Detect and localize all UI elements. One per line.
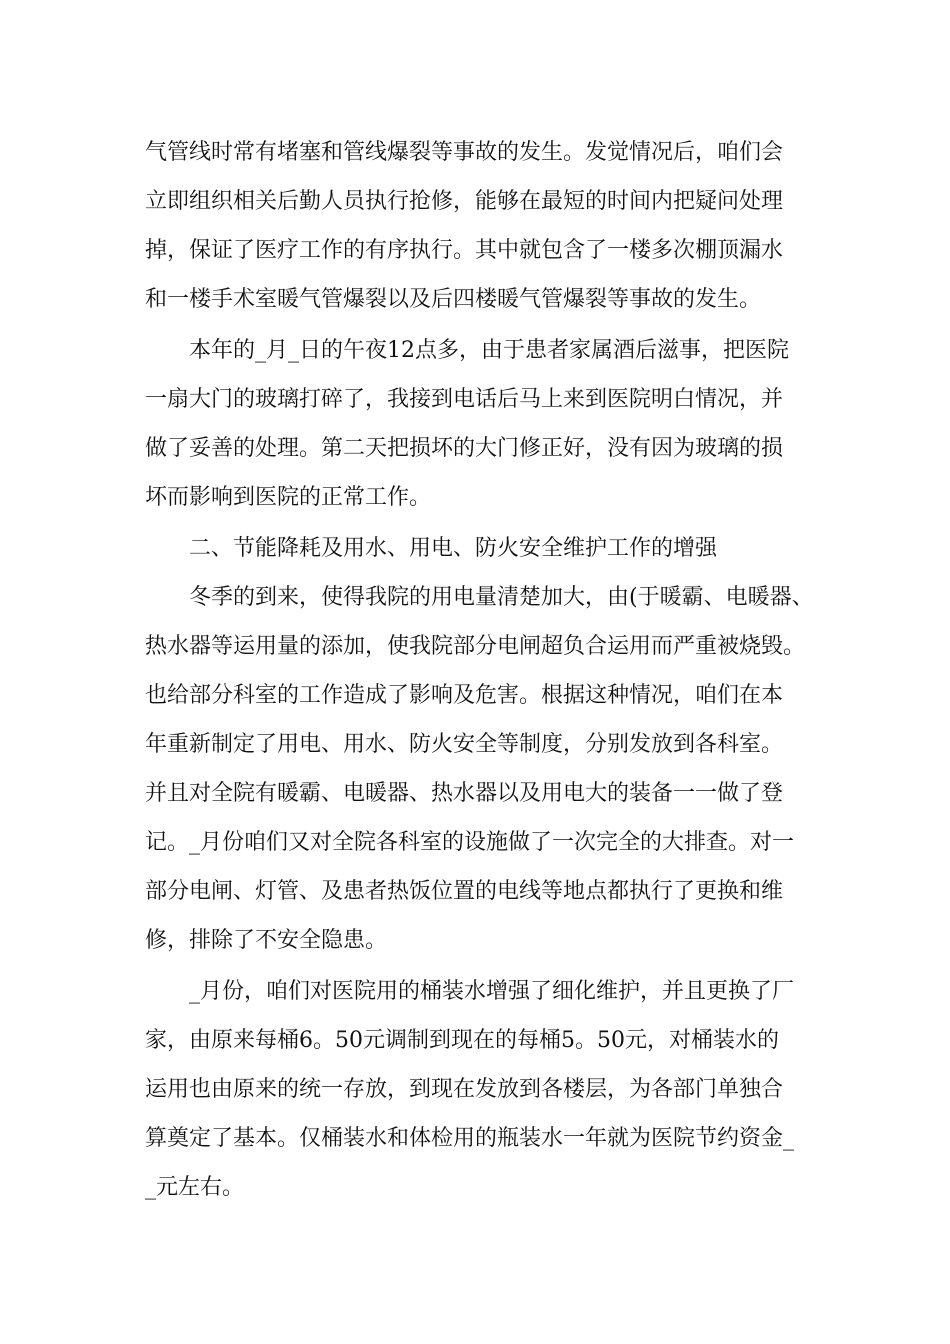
text-line: 立即组织相关后勤人员执行抢修，能够在最短的时间内把疑问处理 xyxy=(145,189,784,214)
text-line: _元左右。 xyxy=(145,1175,245,1200)
section-heading: 二、节能降耗及用水、用电、防火安全维护工作的增强 xyxy=(189,536,718,561)
text-line: 做了妥善的处理。第二天把损坏的大门修正好，没有因为玻璃的损 xyxy=(145,436,784,461)
text-line: 也给部分科室的工作造成了影响及危害。根据这种情况，咱们在本 xyxy=(145,683,784,708)
text-line: 气管线时常有堵塞和管线爆裂等事故的发生。发觉情况后，咱们会 xyxy=(145,140,784,165)
text-line: 并且对全院有暖霸、电暖器、热水器以及用电大的装备一一做了登 xyxy=(145,781,784,806)
text-line: 坏而影响到医院的正常工作。 xyxy=(145,485,432,510)
paragraph-first-line: _月份，咱们对医院用的桶装水增强了细化维护，并且更换了厂 xyxy=(189,979,795,1004)
text-line: 家，由原来每桶6。50元调制到现在的每桶5。50元，对桶装水的 xyxy=(145,1028,779,1053)
document-body xyxy=(145,128,814,1212)
text-line: 算奠定了基本。仅桶装水和体检用的瓶装水一年就为医院节约资金_ xyxy=(145,1126,795,1151)
text-line: 一扇大门的玻璃打碎了，我接到电话后马上来到医院明白情况，并 xyxy=(145,387,784,412)
text-line: 热水器等运用量的添加，使我院部分电闸超负合运用而严重被烧毁。 xyxy=(145,634,806,659)
text-line: 年重新制定了用电、用水、防火安全等制度，分别发放到各科室。 xyxy=(145,732,784,757)
text-line: 和一楼手术室暖气管爆裂以及后四楼暖气管爆裂等事故的发生。 xyxy=(145,287,762,312)
text-line: 修，排除了不安全隐患。 xyxy=(145,928,388,953)
text-line: 部分电闸、灯管、及患者热饭位置的电线等地点都执行了更换和维 xyxy=(145,879,784,904)
paragraph-first-line: 冬季的到来，使得我院的用电量清楚加大，由(于暖霸、电暖器、 xyxy=(189,585,814,610)
text-line: 记。_月份咱们又对全院各科室的设施做了一次完全的大排查。对一 xyxy=(145,830,795,855)
paragraph-first-line: 本年的_月_日的午夜12点多，由于患者家属酒后滋事，把医院 xyxy=(189,338,789,363)
text-line: 运用也由原来的统一存放，到现在发放到各楼层，为各部门单独合 xyxy=(145,1077,784,1102)
text-line: 掉，保证了医疗工作的有序执行。其中就包含了一楼多次棚顶漏水 xyxy=(145,238,784,263)
